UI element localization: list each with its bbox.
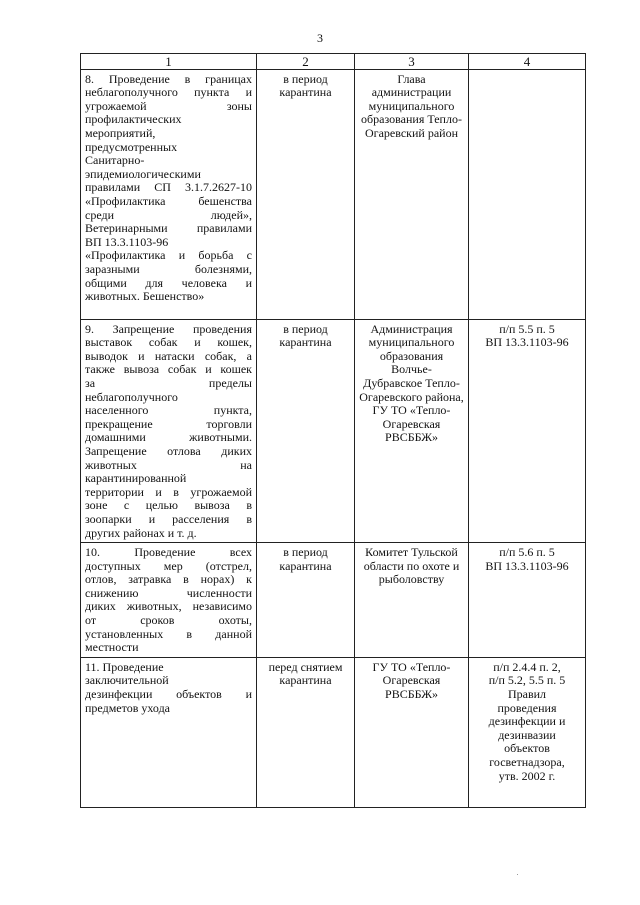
cell-line: снижению численности [85,585,252,600]
cell-line: «Профилактика бешенства [85,193,252,208]
cell-line: Огаревского района, [359,389,464,404]
cell-line: эпидемиологическими [85,166,201,181]
scan-dot [517,874,518,875]
cell-line: Огаревская [382,416,441,431]
cell-line: Санитарно- [85,153,145,168]
cell-line: дезинфекции объектов и [85,687,252,702]
responsible-cell [355,657,469,807]
cell-line: прекращение торговли [85,416,252,431]
cell-line: области по охоте и [363,558,460,573]
cell-line: рыболовству [378,572,445,587]
table-header-row [81,54,586,70]
cell-line: животных. Бешенство» [85,289,205,304]
cell-line: предметов ухода [85,700,170,715]
cell-line: дезинфекции и [488,714,566,729]
cell-line: от сроков охоты, [85,613,252,628]
table-row [81,543,586,658]
cell-line: дезинвазии [498,727,556,742]
cell-line: угрожаемой зоны [85,98,252,113]
cell-line: местности [85,640,139,655]
measures-table [80,53,586,808]
cell-line: 11. Проведение [85,659,164,674]
cell-line: 9. Запрещение проведения [85,321,252,336]
cell-line: доступных мер (отстрел, [85,558,252,573]
cell-line: за пределы [85,375,252,390]
cell-line: муниципального [368,98,455,113]
cell-line: ВП 13.3.1103-96 [85,234,169,249]
cell-line: населенного пункта, [85,403,252,418]
reference-cell [469,69,586,319]
cell-line: Ветеринарными правилами [85,221,252,236]
cell-line: образования Тепло- [361,112,462,127]
cell-line: ВП 13.3.1103-96 [485,335,569,350]
cell-line: карантинированной [85,471,187,486]
cell-line: в период [283,321,328,336]
cell-line: Комитет Тульской [365,545,458,560]
cell-line: п/п 5.2, 5.5 п. 5 [488,673,566,688]
period-cell [257,657,355,807]
reference-cell [469,319,586,543]
responsible-cell [355,543,469,658]
cell-line: территории и в угрожаемой [85,484,252,499]
cell-line: проведения [497,700,557,715]
cell-line: карантина [279,85,332,100]
period-cell [257,543,355,658]
cell-line: выставок собак и кошек, [85,335,252,350]
cell-line: п/п 5.5 п. 5 [499,321,555,336]
cell-line: муниципального [368,335,455,350]
cell-line: зоопарки и расселения в [85,511,252,526]
cell-line: диких животных, независимо [85,599,252,614]
period-cell [257,69,355,319]
cell-line: предусмотренных [85,139,178,154]
cell-line: Правил [507,687,547,702]
cell-line: Дубравское Тепло- [363,375,460,390]
cell-line: профилактических [85,112,182,127]
cell-line: 10. Проведение всех [85,545,252,560]
cell-line: мероприятий, [85,125,156,140]
cell-line: неблагополучного [85,389,178,404]
cell-line: администрации [371,85,452,100]
column-header-1: 1 [81,54,257,70]
reference-cell [469,543,586,658]
cell-line: РВСББЖ» [385,430,438,445]
measure-cell [81,657,257,807]
responsible-cell [355,69,469,319]
cell-line: п/п 5.6 п. 5 [499,545,555,560]
measure-cell [81,319,257,543]
cell-line: ГУ ТО «Тепло- [372,659,451,674]
cell-line: выводок и натаски собак, а [85,348,252,363]
column-header-2: 2 [257,54,355,70]
cell-line: п/п 2.4.4 п. 2, [493,659,561,674]
cell-line: Администрация [370,321,453,336]
page-number: 3 [317,31,323,45]
cell-line: РВСББЖ» [385,687,438,702]
cell-line: перед снятием [268,659,343,674]
cell-line: также вывоза собак и кошек [85,362,252,377]
cell-line: отлов, затравка в норах) к [85,572,252,587]
column-header-3: 3 [355,54,469,70]
reference-cell [469,657,586,807]
cell-line: заразными болезнями, [85,261,252,276]
cell-line: общими для человека и [85,275,252,290]
cell-line: Глава [397,71,426,86]
cell-line: объектов [504,741,550,756]
cell-line: 8. Проведение в границах [85,71,252,86]
cell-line: Огаревская [382,673,441,688]
period-cell [257,319,355,543]
table-row [81,69,586,319]
table-row [81,657,586,807]
cell-line: заключительной [85,673,169,688]
cell-line: карантина [279,558,332,573]
cell-line: утв. 2002 г. [498,768,556,783]
cell-line: установленных в данной [85,626,252,641]
cell-line: в период [283,71,328,86]
cell-line: ГУ ТО «Тепло- [372,403,451,418]
measure-cell [81,543,257,658]
cell-line: среди людей», [85,207,252,222]
responsible-cell [355,319,469,543]
table-row [81,319,586,543]
cell-line: других районах и т. д. [85,525,197,540]
cell-line: образования Волчье- [379,348,447,377]
measure-cell [81,69,257,319]
cell-line: ВП 13.3.1103-96 [485,558,569,573]
cell-line: Огаревский район [364,125,458,140]
column-header-4: 4 [469,54,586,70]
cell-line: в период [283,545,328,560]
cell-line: карантина [279,673,332,688]
cell-line: неблагополучного пункта и [85,85,252,100]
cell-line: зоне с целью вывоза в [85,498,252,513]
cell-line: правилами СП 3.1.7.2627-10 [85,180,252,195]
cell-line: «Профилактика и борьба с [85,248,252,263]
cell-line: карантина [279,335,332,350]
cell-line: Запрещение отлова диких [85,443,252,458]
cell-line: животных на [85,457,252,472]
cell-line: домашними животными. [85,430,252,445]
cell-line: госветнадзора, [489,755,565,769]
